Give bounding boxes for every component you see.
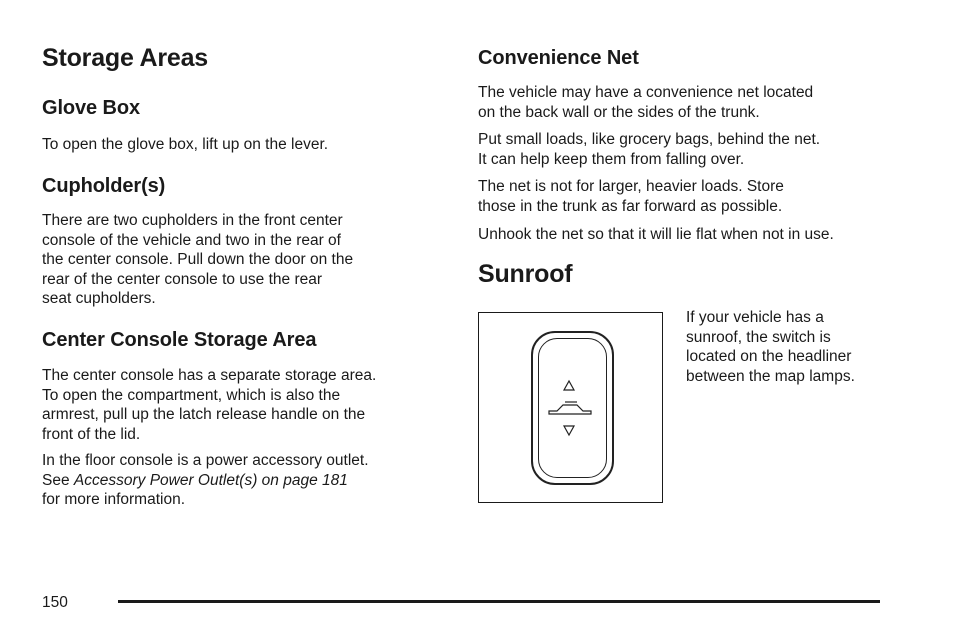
- text-line: between the map lamps.: [686, 367, 855, 385]
- heading-cupholders: Cupholder(s): [42, 175, 166, 197]
- convenience-net-para-3: [478, 177, 888, 216]
- text-line: It can help keep them from falling over.: [478, 150, 745, 168]
- convenience-net-para-1: [478, 83, 888, 122]
- text-line: To open the compartment, which is also the: [42, 386, 341, 404]
- text-line: rear of the center console to use the rear: [42, 270, 323, 288]
- text-line: Put small loads, like grocery bags, behind the net.: [478, 131, 821, 148]
- text-line: sunroof, the switch is: [686, 328, 831, 346]
- switch-symbols: [479, 313, 664, 504]
- text-line: In the floor console is a power accessory outlet.: [42, 452, 369, 469]
- text-line: seat cupholders.: [42, 290, 156, 307]
- heading-glove-box: Glove Box: [42, 97, 141, 119]
- sunroof-caption: [686, 308, 886, 386]
- heading-center-console: Center Console Storage Area: [42, 329, 317, 351]
- text-line: located on the headliner: [686, 348, 852, 365]
- cupholders-text: [42, 211, 437, 309]
- section-title-sunroof: Sunroof: [478, 260, 573, 288]
- center-console-para-2: [42, 451, 437, 510]
- text-line: The vehicle may have a convenience net located: [478, 84, 814, 101]
- center-console-para-1: [42, 366, 437, 444]
- convenience-net-para-4: Unhook the net so that it will lie flat when not in use.: [478, 226, 834, 243]
- text-line: There are two cupholders in the front center: [42, 212, 343, 229]
- text-line: the center console. Pull down the door on the: [42, 251, 354, 268]
- heading-convenience-net: Convenience Net: [478, 47, 639, 69]
- text-line: those in the trunk as far forward as possible.: [478, 197, 783, 215]
- text-line: If your vehicle has a: [686, 309, 824, 326]
- cross-reference-link[interactable]: Accessory Power Outlet(s) on page 181: [73, 471, 348, 489]
- text-line: The center console has a separate storage area.: [42, 367, 377, 384]
- up-arrow-icon: [564, 381, 574, 390]
- footer-rule: [118, 600, 880, 603]
- page-number: 150: [42, 594, 68, 611]
- text-line: for more information.: [42, 491, 185, 508]
- text-line: on the back wall or the sides of the trunk.: [478, 103, 760, 121]
- text-line: See: [42, 471, 74, 489]
- sunroof-switch-illustration: [478, 312, 663, 503]
- text-line: armrest, pull up the latch release handle on the: [42, 406, 366, 423]
- vehicle-roof-icon: [549, 402, 591, 414]
- down-arrow-icon: [564, 426, 574, 435]
- glove-box-text: To open the glove box, lift up on the lever.: [42, 136, 329, 153]
- convenience-net-para-2: [478, 130, 888, 169]
- text-line: console of the vehicle and two in the rear of: [42, 231, 341, 249]
- text-line: The net is not for larger, heavier loads. Store: [478, 178, 784, 195]
- text-line: front of the lid.: [42, 425, 141, 443]
- page-title-storage-areas: Storage Areas: [42, 44, 208, 72]
